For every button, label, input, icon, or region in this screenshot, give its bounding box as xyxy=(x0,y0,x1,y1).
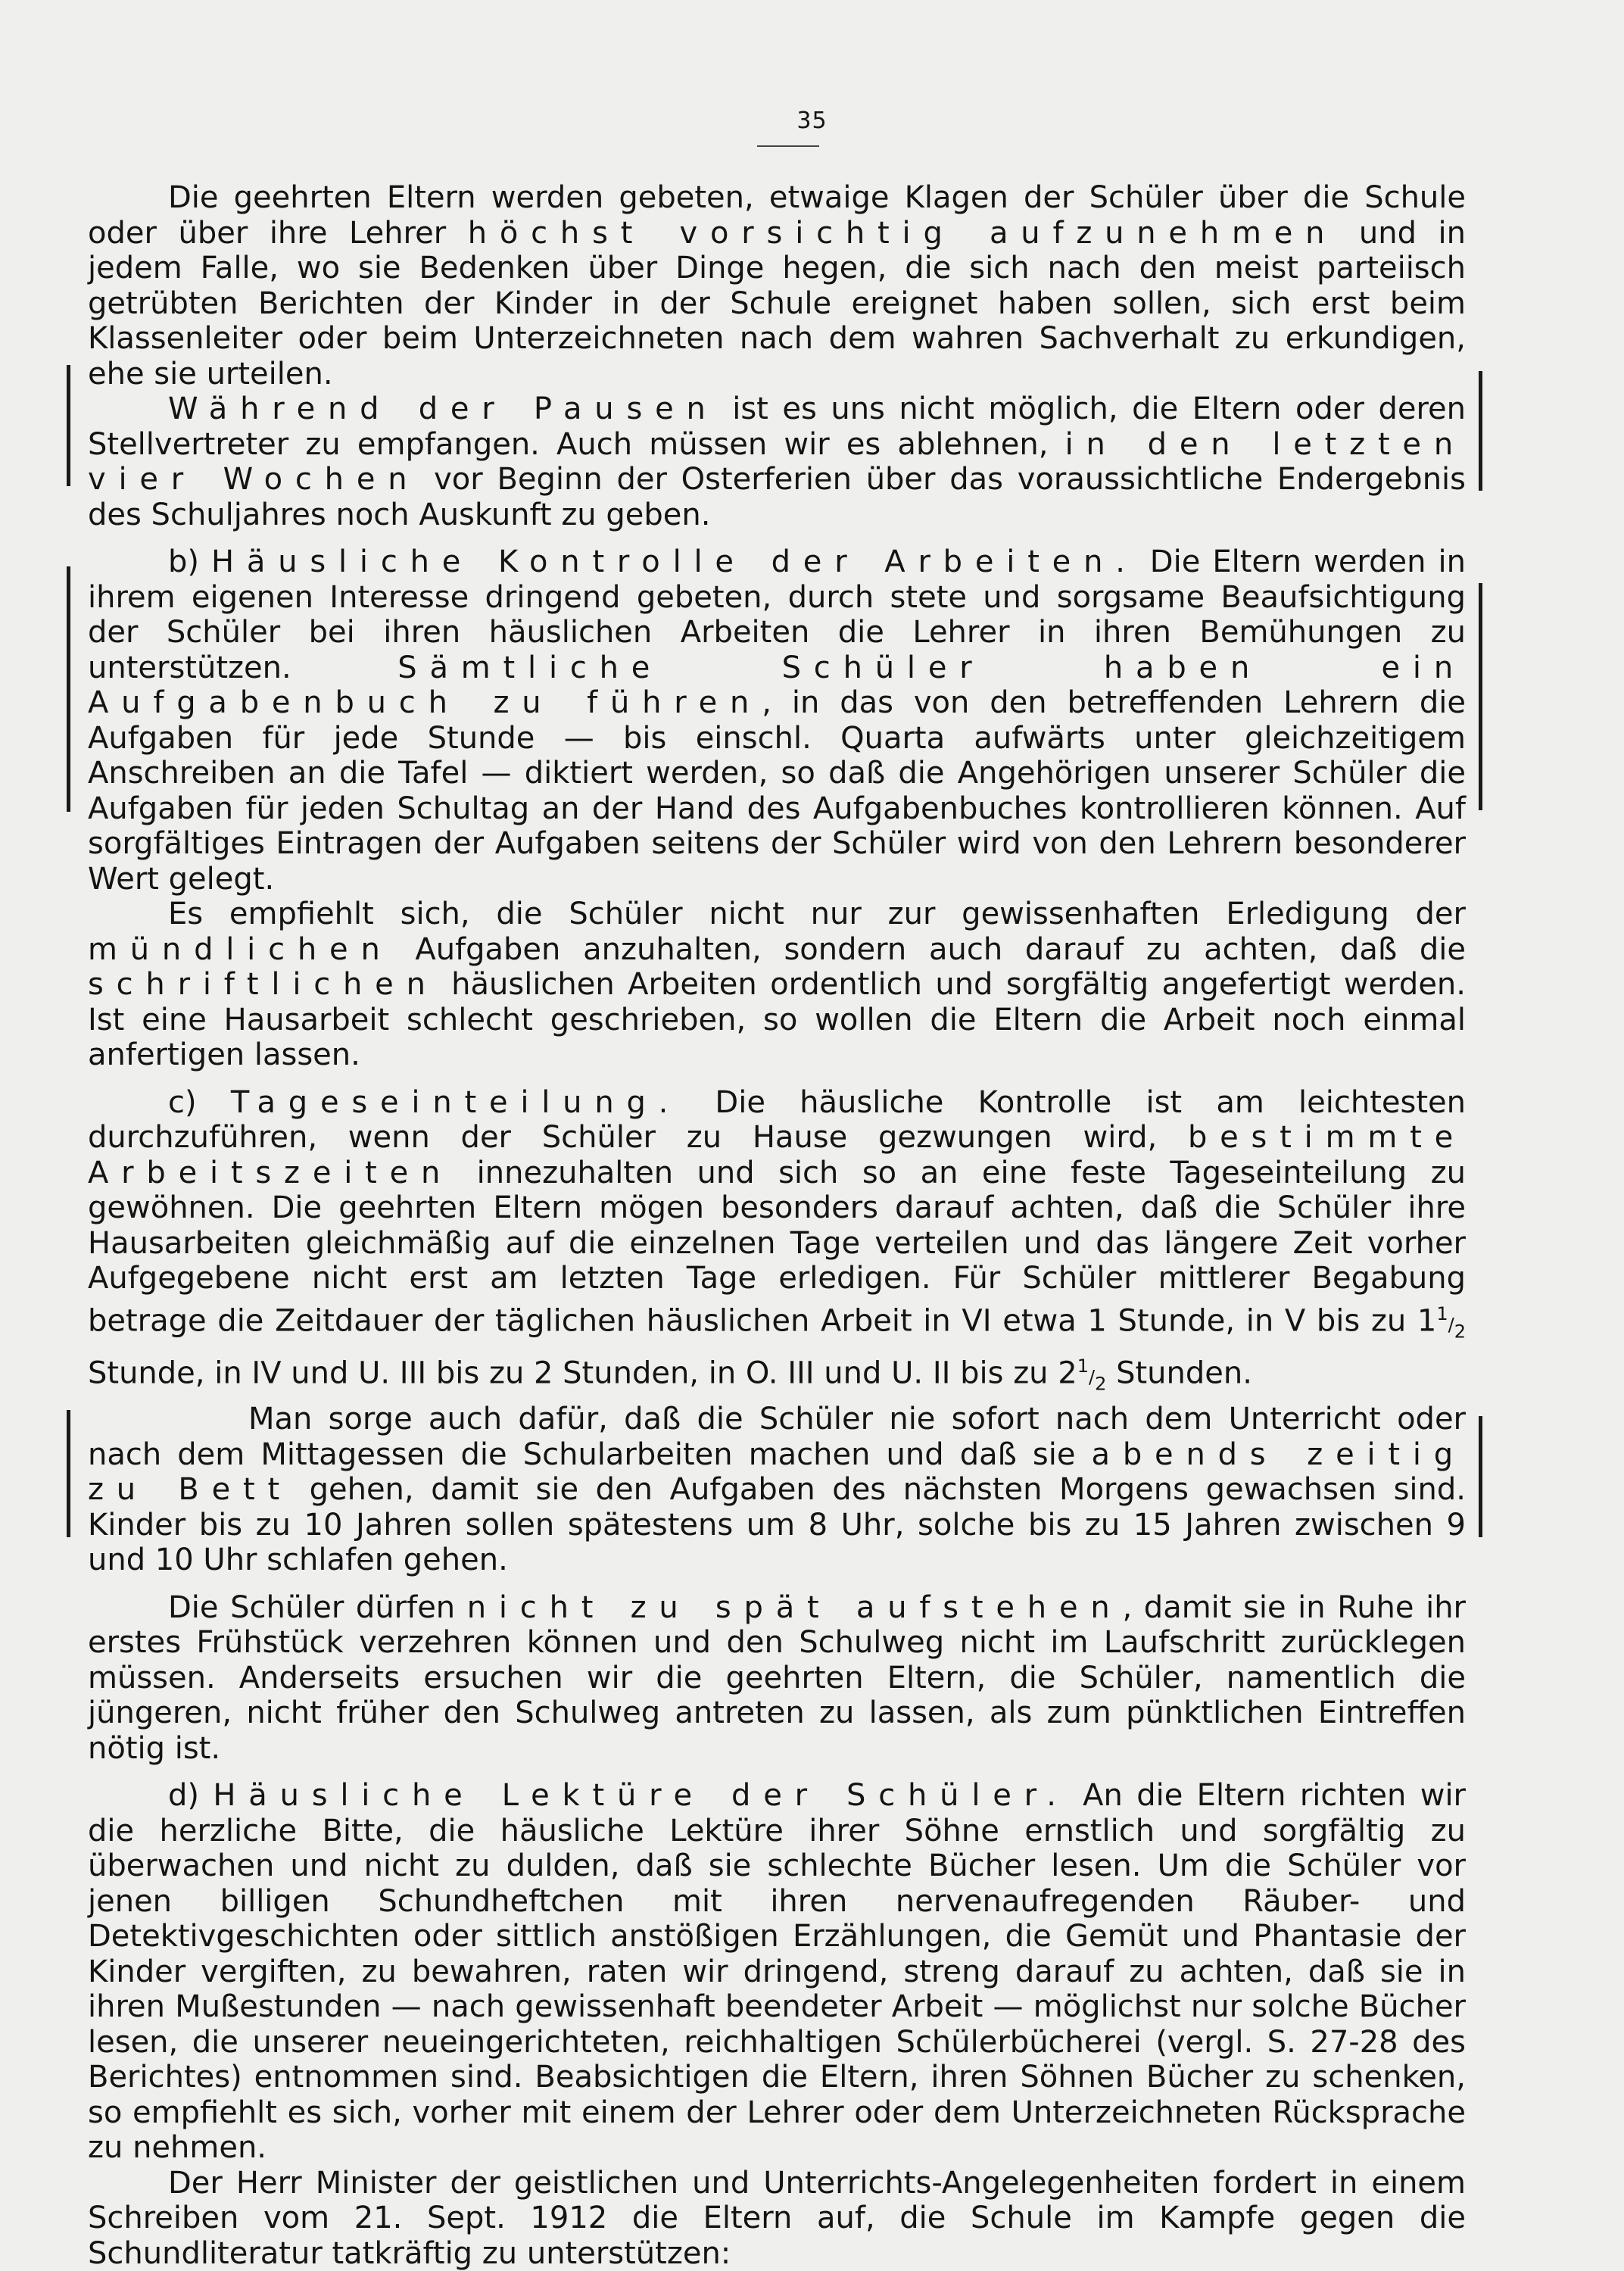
fraction-denominator: 2 xyxy=(1095,1373,1107,1395)
margin-bar-left xyxy=(67,1410,70,1537)
fraction-numerator: 1 xyxy=(1436,1302,1448,1324)
margin-bar-right xyxy=(1479,583,1482,810)
margin-bar-right xyxy=(1479,371,1482,491)
paragraph: Man sorge auch dafür, daß die Schüler nie sofort nach dem Unterricht oder nach dem Mittagessen die Schularbeiten machen und daß sie abends zeitig zu Bett gehen, damit sie den Aufgaben des nächsten Morgens gewachsen sind. Kinder bis zu 10 Jahren sollen spätestens um 8 Uhr, solche bis zu 15 Jahren zwischen 9 und 10 Uhr schlafen gehen. xyxy=(88,1402,1467,1578)
margin-bar-right xyxy=(1479,1416,1482,1537)
margin-bar-left xyxy=(67,566,70,812)
paragraph: Der Herr Minister der geistlichen und Unterrichts-Angelegenheiten fordert in einem Schreiben vom 21. Sept. 1912 die Eltern auf, die Schule im Kampfe gegen die Schundliteratur tatkräftig zu unterstützen: xyxy=(88,2165,1466,2271)
margin-bar-left xyxy=(67,365,70,486)
paragraph: Während der Pausen ist es uns nicht möglich, die Eltern oder deren Stellvertreter zu empfangen. Auch müssen wir es ablehnen, in den letzten vier Wochen vor Beginn der Osterferien über das voraussichtliche Endergebnis des Schuljahres noch Auskunft zu geben. xyxy=(88,391,1466,532)
paragraph: Die geehrten Eltern werden gebeten, etwaige Klagen der Schüler über die Schule oder über ihre Lehrer höchst vorsichtig aufzunehmen und in jedem Falle, wo sie Bedenken über Dinge hegen, die sich nach den meist parteiisch getrübten Berichten der Kinder in der Schule ereignet haben sollen, sich erst beim Klassenleiter oder beim Unterzeichneten nach dem wahren Sachverhalt zu erkundigen, ehe sie urteilen. xyxy=(88,180,1466,391)
paragraph: b) Häusliche Kontrolle der Arbeiten. Die Eltern werden in ihrem eigenen Interesse dringend gebeten, durch stete und sorgsame Beaufsichtigung der Schüler bei ihren häuslichen Arbeiten die Lehrer in ihren Bemühungen zu unterstützen. Sämtliche Schüler haben ein Aufgabenbuch zu führen, in das von den betreffenden Lehrern die Aufgaben für jede Stunde — bis einschl. Quarta aufwärts unter gleichzeitigem Anschreiben an die Tafel — diktiert werden, so daß die Angehörigen unserer Schüler die Aufgaben für jeden Schultag an der Hand des Aufgabenbuches kontrollieren können. Auf sorgfältiges Eintragen der Aufgaben seitens der Schüler wird von den Lehrern besonderer Wert gelegt. xyxy=(88,544,1466,897)
paragraph: d) Häusliche Lektüre der Schüler. An die Eltern richten wir die herzliche Bitte, die häusliche Lektüre ihrer Söhne ernstlich und sorgfältig zu überwachen und nicht zu dulden, daß sie schlechte Bücher lesen. Um die Schüler vor jenen billigen Schundheftchen mit ihren nervenaufregenden Räuber- und Detektivgeschichten oder sittlich anstößigen Erzählungen, die Gemüt und Phantasie der Kinder vergiften, zu bewahren, raten wir dringend, streng darauf zu achten, daß sie in ihren Mußestunden — nach gewissenhaft beendeter Arbeit — möglichst nur solche Bücher lesen, die unserer neueingerichteten, reichhaltigen Schülerbücherei (vergl. S. 27-28 des Berichtes) entnommen sind. Beabsichtigen die Eltern, ihren Söhnen Bücher zu schenken, so empfiehlt es sich, vorher mit einem der Lehrer oder dem Unterzeichneten Rücksprache zu nehmen. xyxy=(88,1778,1467,2166)
page-number: 35 xyxy=(796,108,828,134)
fraction-slash: / xyxy=(1088,1366,1096,1388)
paragraph: c) Tageseinteilung. Die häusliche Kontrolle ist am leichtesten durchzuführen, wenn der Schüler zu Hause gezwungen wird, bestimmte Arbeitszeiten innezuhalten und sich so an eine feste Tageseinteilung zu gewöhnen. Die geehrten Eltern mögen besonders darauf achten, daß die Schüler ihre Hausarbeiten gleichmäßig auf die einzelnen Tage verteilen und das längere Zeit vorher Aufgegebene nicht erst am letzten Tage erledigen. Für Schüler mittlerer Begabung betrage die Zeitdauer der täglichen häuslichen Arbeit in VI etwa 1 Stunde, in V bis zu $1^1/_2$ Stunde, in IV und U. III bis zu 2 Stunden, in O. III und U. II bis zu $2^1/_2$ Stunden. xyxy=(88,1084,1466,1395)
fraction-numerator: 1 xyxy=(1077,1355,1089,1377)
fraction-denominator: 2 xyxy=(1454,1320,1466,1342)
page-number-rule xyxy=(757,145,819,147)
paragraph: Es empfiehlt sich, die Schüler nicht nur zur gewissenhaften Erledigung der mündlichen Aufgaben anzuhalten, sondern auch darauf zu achten, daß die schriftlichen häuslichen Arbeiten ordentlich und sorgfältig angefertigt werden. Ist eine Hausarbeit schlecht geschrieben, so wollen die Eltern die Arbeit noch einmal anfertigen lassen. xyxy=(88,897,1466,1072)
body-text xyxy=(88,180,1466,2271)
paragraph: Die Schüler dürfen nicht zu spät aufstehen, damit sie in Ruhe ihr erstes Frühstück verzehren können und den Schulweg nicht im Laufschritt zurücklegen müssen. Anderseits ersuchen wir die geehrten Eltern, die Schüler, namentlich die jüngeren, nicht früher den Schulweg antreten zu lassen, als zum pünktlichen Eintreffen nötig ist. xyxy=(88,1589,1467,1766)
fraction-slash: / xyxy=(1448,1313,1454,1335)
